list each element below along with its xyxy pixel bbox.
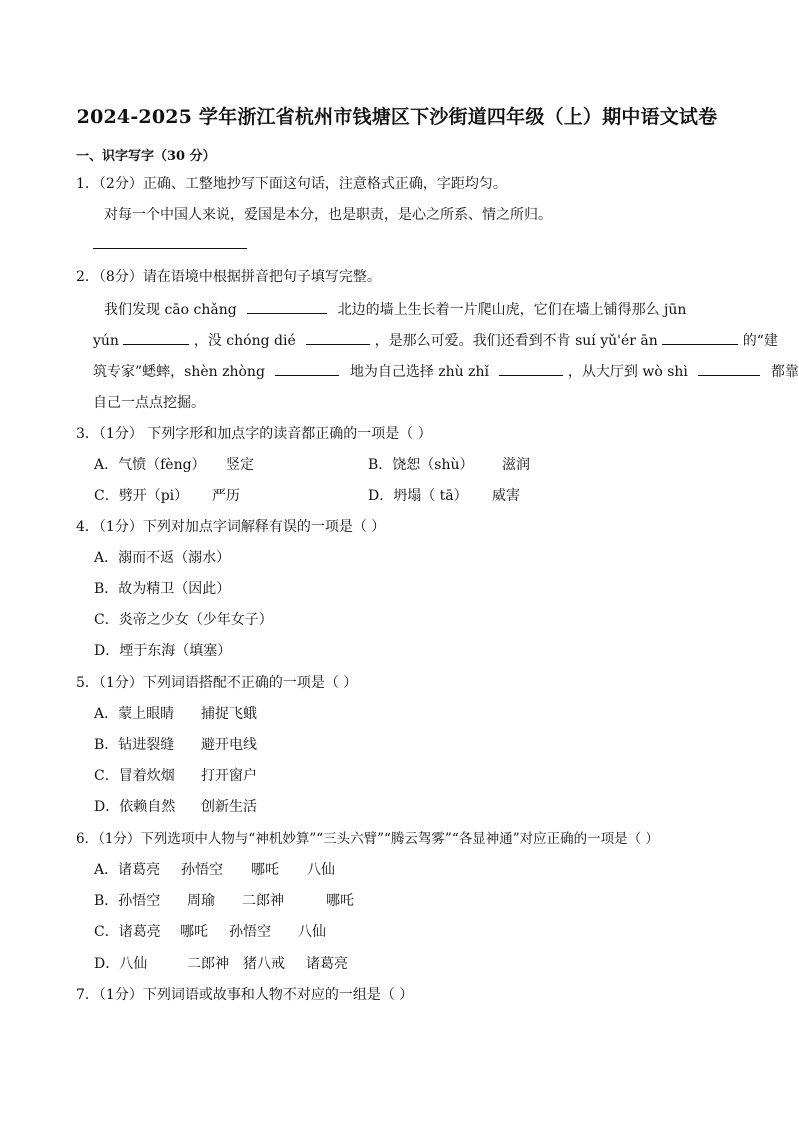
q2-text: 的“建 <box>742 333 778 349</box>
option-c-name: 孙悟空 <box>229 924 271 940</box>
option-a-word: 竖定 <box>226 457 254 473</box>
blank <box>306 330 370 345</box>
question-4-stem: 4．（1分）下列对加点字词解释有误的一项是（ ） <box>76 519 386 535</box>
option-a-name: 孙悟空 <box>181 862 223 878</box>
option-d-phrase: 创新生活 <box>201 799 257 815</box>
option-d-name: 猪八戒 <box>243 956 285 972</box>
option-a-phrase: 捕捉飞蛾 <box>201 706 257 722</box>
option-d: D．八仙 <box>94 956 148 972</box>
blank <box>275 361 339 376</box>
option-c-name: 八仙 <box>298 924 326 940</box>
option-a: A．蒙上眼睛 <box>94 706 175 722</box>
question-2-line-3 <box>93 361 799 382</box>
option-c-phrase: 打开窗户 <box>201 768 257 784</box>
option-a: A．诸葛亮 <box>94 862 161 878</box>
question-2-line-2 <box>93 330 778 351</box>
blank <box>662 330 738 345</box>
q2-text: ，是那么可爱。我们还看到不肯 suí yǔ'ér ān <box>374 333 658 349</box>
option-b-name: 周瑜 <box>187 893 215 909</box>
question-1-sentence: 对每一个中国人来说，爱国是本分，也是职责，是心之所系、情之所归。 <box>104 207 552 223</box>
question-6-stem: 6．（1分）下列选项中人物与“神机妙算”“三头六臂”“腾云驾雾”“各显神通”对应正确的一项是（ ） <box>76 831 659 847</box>
option-d: D．坍塌（ tā） <box>368 488 468 504</box>
q2-text: 筑专家”蟋蟀，shèn zhòng <box>93 364 265 380</box>
q2-text: ，没 chóng dié <box>193 333 296 349</box>
option-d-name: 二郎神 <box>187 956 229 972</box>
option-b-word: 滋润 <box>502 457 530 473</box>
option-a-name: 八仙 <box>307 862 335 878</box>
question-1-stem: 1．（2分）正确、工整地抄写下面这句话，注意格式正确，字距均匀。 <box>76 176 507 192</box>
option-c: C．诸葛亮 <box>94 924 161 940</box>
q2-text: 地为自己选择 zhù zhǐ <box>349 364 490 380</box>
q2-text: 都靠 <box>770 364 799 380</box>
option-b-name: 哪吒 <box>326 893 354 909</box>
answer-line <box>93 248 247 249</box>
option-b-name: 二郎神 <box>242 893 284 909</box>
option-b: B．饶恕（shù） <box>368 457 474 473</box>
option-d-name: 诸葛亮 <box>306 956 348 972</box>
q2-text: 我们发现 cāo chǎng <box>104 302 237 318</box>
option-d-word: 威害 <box>492 488 520 504</box>
question-2-line-1 <box>104 299 686 320</box>
blank <box>499 361 563 376</box>
question-7-stem: 7．（1分）下列词语或故事和人物不对应的一组是（ ） <box>76 987 414 1003</box>
section-heading: 一、识字写字（30 分） <box>76 149 216 164</box>
option-a: A．溺而不返（溺水） <box>94 550 231 566</box>
option-c-name: 哪吒 <box>180 924 208 940</box>
option-c: C．炎帝之少女（少年女子） <box>94 612 273 628</box>
option-d: D．堙于东海（填塞） <box>94 643 232 659</box>
blank <box>698 361 760 376</box>
option-b: B．孙悟空 <box>94 893 161 909</box>
question-2-stem: 2．（8分）请在语境中根据拼音把句子填写完整。 <box>76 269 381 285</box>
blank <box>123 330 189 345</box>
page-title: 2024-2025 学年浙江省杭州市钱塘区下沙街道四年级（上）期中语文试卷 <box>76 106 718 128</box>
option-a: A．气愤（fèng） <box>94 457 206 473</box>
q2-text: yún <box>93 333 119 349</box>
option-d: D．依赖自然 <box>94 799 176 815</box>
question-2-line-4: 自己一点点挖掘。 <box>93 395 205 411</box>
option-b: B．故为精卫（因此） <box>94 581 231 597</box>
q2-text: ，从大厅到 wò shì <box>567 364 688 380</box>
option-a-name: 哪吒 <box>251 862 279 878</box>
option-b-phrase: 避开电线 <box>201 737 257 753</box>
option-b: B．钻进裂缝 <box>94 737 175 753</box>
option-c: C．劈开（pi） <box>94 488 189 504</box>
option-c-word: 严历 <box>212 488 240 504</box>
question-5-stem: 5．（1分）下列词语搭配不正确的一项是（ ） <box>76 675 358 691</box>
question-3-stem: 3．（1分） 下列字形和加点字的读音都正确的一项是（ ） <box>76 426 432 442</box>
option-c: C．冒着炊烟 <box>94 768 175 784</box>
q2-text: 北边的墙上生长着一片爬山虎，它们在墙上铺得那么 jūn <box>337 302 687 318</box>
blank <box>247 299 327 314</box>
